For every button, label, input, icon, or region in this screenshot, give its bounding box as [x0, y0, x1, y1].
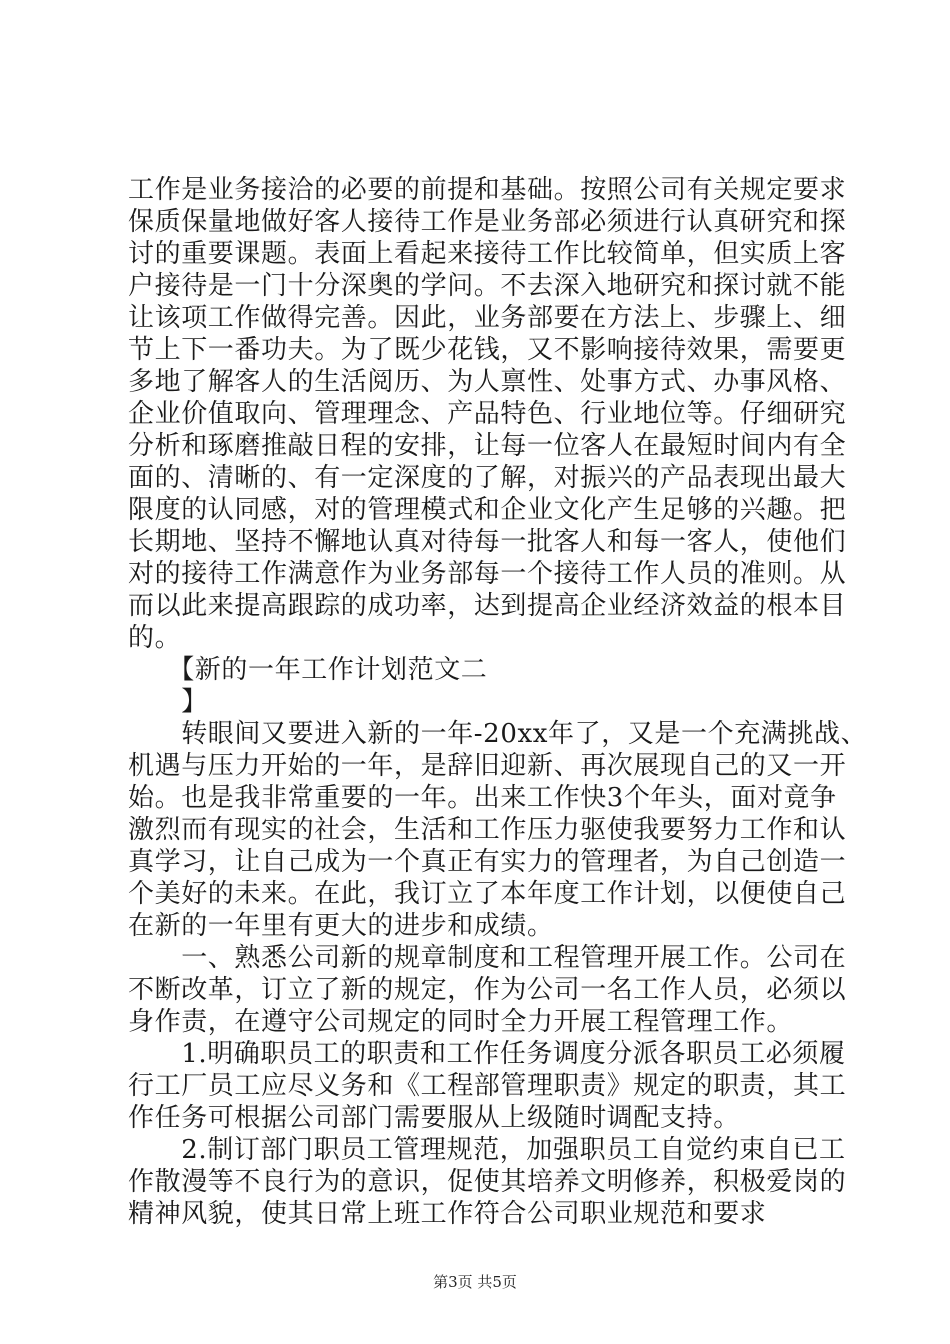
- text-line: 一、熟悉公司新的规章制度和工程管理开展工作。公司在: [128, 943, 847, 973]
- section-heading: 【新的一年工作计划范文二: [128, 655, 488, 685]
- text-line: 作任务可根据公司部门需要服从上级随时调配支持。: [128, 1103, 740, 1133]
- section-heading: 】: [128, 687, 208, 717]
- text-line: 1.明确职员工的职责和工作任务调度分派各职员工必须履: [128, 1039, 846, 1069]
- text-line: 精神风貌，使其日常上班工作符合公司职业规范和要求: [128, 1199, 767, 1229]
- text-line: 保质保量地做好客人接待工作是业务部必须进行认真研究和探: [128, 207, 847, 237]
- text-line: 身作责，在遵守公司规定的同时全力开展工程管理工作。: [128, 1007, 794, 1037]
- page-footer: 第3页 共5页: [433, 1273, 517, 1291]
- text-line: 行工厂员工应尽义务和《工程部管理职责》规定的职责，其工: [128, 1071, 847, 1101]
- text-line: 企业价值取向、管理理念、产品特色、行业地位等。仔细研究: [128, 399, 847, 429]
- text-line: 2.制订部门职员工管理规范，加强职员工自觉约束自已工: [128, 1135, 846, 1165]
- text-line: 激烈而有现实的社会，生活和工作压力驱使我要努力工作和认: [128, 815, 847, 845]
- text-line: 限度的认同感，对的管理模式和企业文化产生足够的兴趣。把: [128, 495, 847, 525]
- text-line: 真学习，让自己成为一个真正有实力的管理者，为自己创造一: [128, 847, 847, 877]
- text-line: 机遇与压力开始的一年，是辞旧迎新、再次展现自己的又一开: [128, 751, 847, 781]
- text-line: 分析和琢磨推敲日程的安排，让每一位客人在最短时间内有全: [128, 431, 847, 461]
- text-line: 的。: [128, 623, 182, 653]
- text-line: 在新的一年里有更大的进步和成绩。: [128, 911, 554, 941]
- text-line: 多地了解客人的生活阅历、为人禀性、处事方式、办事风格、: [128, 367, 847, 397]
- text-line: 节上下一番功夫。为了既少花钱，又不影响接待效果，需要更: [128, 335, 847, 365]
- text-line: 让该项工作做得完善。因此，业务部要在方法上、步骤上、细: [128, 303, 847, 333]
- text-line: 个美好的未来。在此，我订立了本年度工作计划，以便使自己: [128, 879, 847, 909]
- text-line: 长期地、坚持不懈地认真对待每一批客人和每一客人，使他们: [128, 527, 847, 557]
- text-line: 讨的重要课题。表面上看起来接待工作比较简单，但实质上客: [128, 239, 847, 269]
- text-line: 转眼间又要进入新的一年-20xx年了，又是一个充满挑战、: [128, 719, 868, 749]
- text-line: 始。也是我非常重要的一年。出来工作快3个年头，面对竟争: [128, 783, 837, 813]
- text-line: 户接待是一门十分深奥的学问。不去深入地研究和探讨就不能: [128, 271, 847, 301]
- text-line: 不断改革，订立了新的规定，作为公司一名工作人员，必须以: [128, 975, 847, 1005]
- text-line: 对的接待工作满意作为业务部每一个接待工作人员的准则。从: [128, 559, 847, 589]
- text-line: 面的、清晰的、有一定深度的了解，对振兴的产品表现出最大: [128, 463, 847, 493]
- text-line: 作散漫等不良行为的意识，促使其培养文明修养，积极爱岗的: [128, 1167, 847, 1197]
- text-line: 工作是业务接洽的必要的前提和基础。按照公司有关规定要求: [128, 175, 847, 205]
- text-line: 而以此来提高跟踪的成功率，达到提高企业经济效益的根本目: [128, 591, 847, 621]
